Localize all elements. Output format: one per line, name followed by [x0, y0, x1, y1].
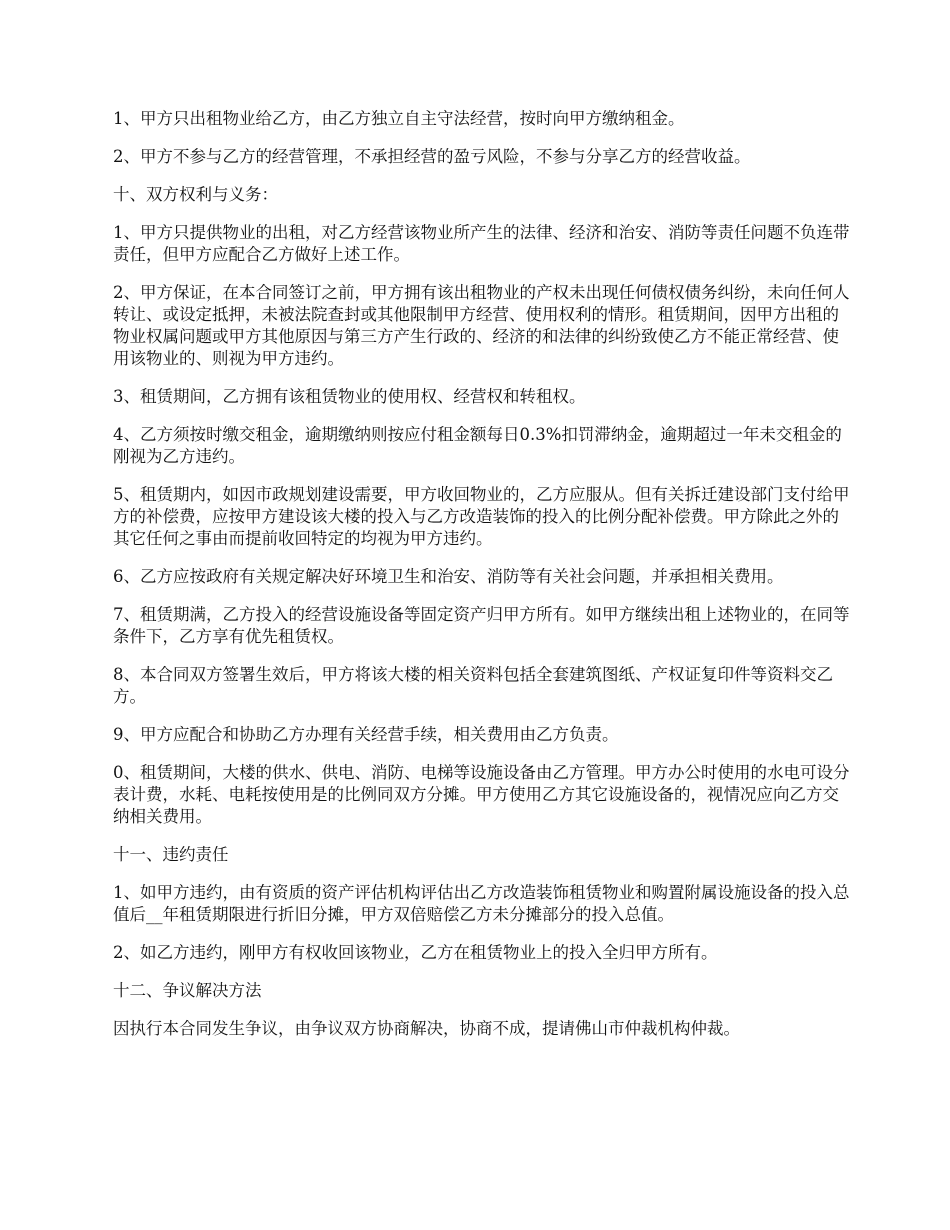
- paragraph-9: 6、乙方应按政府有关规定解决好环境卫生和治安、消防等有关社会问题，并承担相关费用。: [113, 567, 784, 586]
- paragraph-2: 2、甲方不参与乙方的经营管理，不承担经营的盈亏风险，不参与分享乙方的经营收益。: [113, 147, 751, 166]
- paragraph-12: 9、甲方应配合和协助乙方办理有关经营手续，相关费用由乙方负责。: [113, 725, 619, 744]
- section-heading-rights-obligations: 十、双方权利与义务：: [113, 185, 278, 204]
- document-body: [113, 108, 853, 1056]
- paragraph-6: 3、租赁期间，乙方拥有该租赁物业的使用权、经营权和转租权。: [113, 387, 586, 406]
- section-heading-dispute-resolution: 十二、争议解决方法: [113, 981, 262, 1000]
- paragraph-13: 0、租赁期间，大楼的供水、供电、消防、电梯等设施设备由乙方管理。甲方办公时使用的水电可设分表计费，水耗、电耗按使用是的比例同双方分摊。甲方使用乙方其它设施设备的，视情况应向乙方交纳相关费用。: [113, 763, 850, 826]
- paragraph-5: 2、甲方保证，在本合同签订之前，甲方拥有该出租物业的产权未出现任何债权债务纠纷，未向任何人转让、或设定抵押，未被法院查封或其他限制甲方经营、使用权利的情形。租赁期间，因甲方出租的物业权属问题或甲方其他原因与第三方产生行政的、经济的和法律的纠纷致使乙方不能正常经营、使用该物业的、则视为甲方违约。: [113, 283, 850, 368]
- paragraph-7: 4、乙方须按时缴交租金，逾期缴纳则按应付租金额每日0.3%扣罚滞纳金，逾期超过一年未交租金的刚视为乙方违约。: [113, 425, 842, 466]
- paragraph-1: 1、甲方只出租物业给乙方，由乙方独立自主守法经营，按时向甲方缴纳租金。: [113, 109, 685, 128]
- paragraph-18: 因执行本合同发生争议，由争议双方协商解决，协商不成，提请佛山市仲裁机构仲裁。: [113, 1019, 740, 1038]
- paragraph-10: 7、租赁期满，乙方投入的经营设施设备等固定资产归甲方所有。如甲方继续出租上述物业的，在同等条件下，乙方享有优先租赁权。: [113, 605, 850, 646]
- paragraph-15: 1、如甲方违约，由有资质的资产评估机构评估出乙方改造装饰租赁物业和购置附属设施设备的投入总值后__年租赁期限进行折旧分摊，甲方双倍赔偿乙方未分摊部分的投入总值。: [113, 883, 850, 924]
- paragraph-11: 8、本合同双方签署生效后，甲方将该大楼的相关资料包括全套建筑图纸、产权证复印件等资料交乙方。: [113, 665, 833, 706]
- section-heading-breach-liability: 十一、违约责任: [113, 845, 229, 864]
- paragraph-8: 5、租赁期内，如因市政规划建设需要，甲方收回物业的，乙方应服从。但有关拆迁建设部门支付给甲方的补偿费，应按甲方建设该大楼的投入与乙方改造装饰的投入的比例分配补偿费。甲方除此之外的其它任何之事由而提前收回特定的均视为甲方违约。: [113, 485, 850, 548]
- paragraph-4: 1、甲方只提供物业的出租，对乙方经营该物业所产生的法律、经济和治安、消防等责任问题不负连带责任，但甲方应配合乙方做好上述工作。: [113, 223, 850, 264]
- paragraph-16: 2、如乙方违约，刚甲方有权收回该物业，乙方在租赁物业上的投入全归甲方所有。: [113, 943, 718, 962]
